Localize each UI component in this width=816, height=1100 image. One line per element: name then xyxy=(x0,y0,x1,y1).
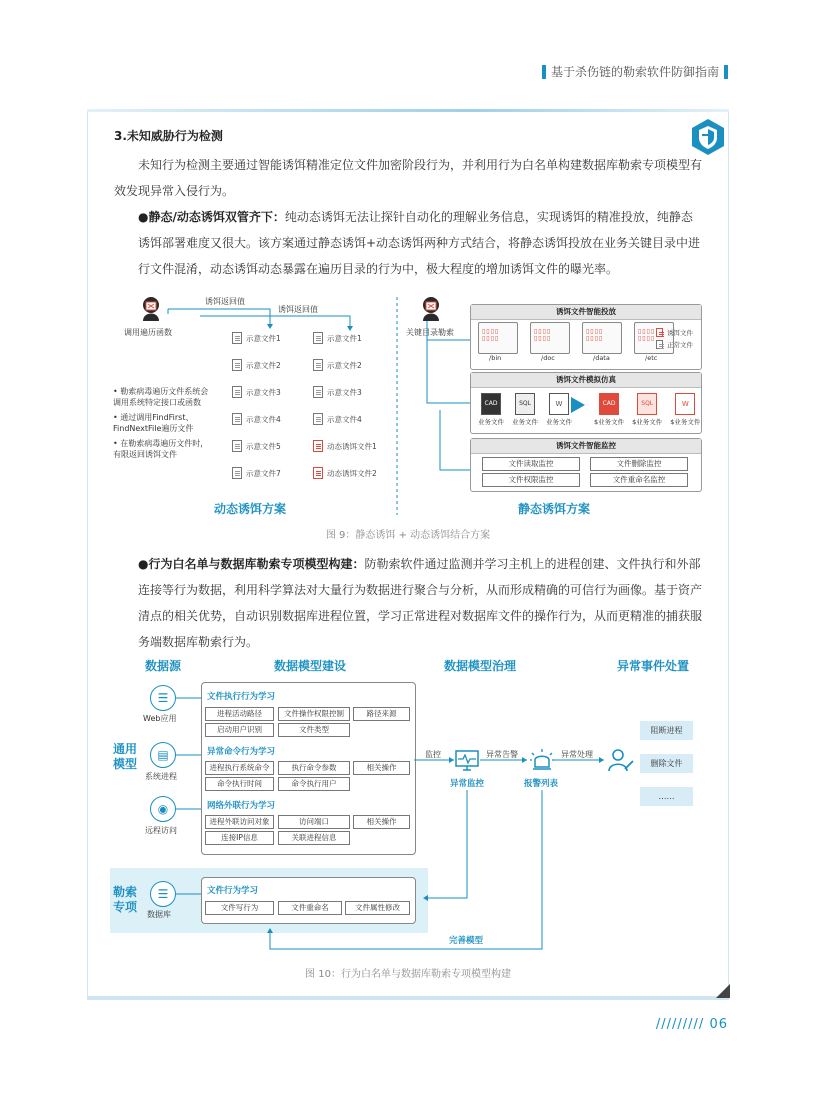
system-process-icon: ▤ xyxy=(150,742,176,768)
decoy-business-file: W $业务文件 xyxy=(670,393,700,426)
refine-model-label: 完善模型 xyxy=(449,936,484,946)
user-handle-icon xyxy=(607,747,635,775)
group-title: 异常命令行为学习 xyxy=(207,747,276,757)
note-item: • 勒索病毒遍历文件系统会调用系统特定接口或函数 xyxy=(113,387,209,407)
general-model-label: 通用模型 xyxy=(113,742,138,771)
page-footer xyxy=(656,1017,728,1032)
decoy-file-item: 动态诱饵文件1 xyxy=(313,440,377,452)
behavior-chip: 命令执行时间 xyxy=(205,777,274,791)
dynamic-actor-label: 调用遍历函数 xyxy=(124,328,172,337)
flow-alarm-label: 异常告警 xyxy=(486,750,518,759)
behavior-chip: 命令执行用户 xyxy=(278,777,350,791)
return-label-1: 诱饵返回值 xyxy=(205,297,245,306)
static-scheme-title: 静态诱饵方案 xyxy=(518,502,591,516)
static-actor-label: 关键目录勒索 xyxy=(406,328,454,337)
ransom-model-label: 勒索专项 xyxy=(113,885,138,914)
return-label-2: 诱饵返回值 xyxy=(278,305,318,314)
monitor-chip: 文件读取监控 xyxy=(482,457,580,471)
business-file: SQL 业务文件 xyxy=(512,393,538,426)
ransom-group-title: 文件行为学习 xyxy=(207,886,259,896)
figure10-caption: 图 10：行为白名单与数据库勒索专项模型构建 xyxy=(305,969,511,980)
bullet2-title: 行为白名单与数据库勒索专项模型构建： xyxy=(148,557,365,571)
folder-icon: ▯▯▯▯ ▯▯▯▯ /data xyxy=(582,322,622,354)
action-block-process: 阻断进程 xyxy=(640,721,693,740)
panel-title: 诱饵文件模拟仿真 xyxy=(471,373,701,388)
bullet2-text: 防勒索软件通过监测并学习主机上的进程创建、文件执行和外部连接等行为数据，利用科学算法对大量行为数据进行聚合与分析，从而形成精确的可信行为画像。基于资产清点的相关优势，自动识别数据库进程位置，学习正常进程对数据库文件的操作行为，从而更精准的捕获服务端数据库勒索行为。 xyxy=(138,557,703,649)
monitor-chip: 文件重命名监控 xyxy=(590,473,688,487)
section-title: 3.未知威胁行为检测 xyxy=(114,129,223,143)
behavior-chip: 进程活动路径 xyxy=(205,707,274,721)
behavior-chip: 相关操作 xyxy=(353,815,410,829)
behavior-chip: 文件操作权限控制 xyxy=(278,707,350,721)
decoy-file-item: 动态诱饵文件2 xyxy=(313,467,377,479)
folder-icon: ▯▯▯▯ ▯▯▯▯ /etc xyxy=(634,322,674,354)
flow-monitor-label: 监控 xyxy=(425,750,441,759)
action-more: …… xyxy=(640,787,693,806)
web-app-icon: ☰ xyxy=(150,685,176,711)
file-item: 示意文件5 xyxy=(232,440,281,452)
file-item: 示意文件3 xyxy=(313,386,377,398)
panel-title: 诱饵文件智能投放 xyxy=(471,305,701,320)
behavior-chip: 关联进程信息 xyxy=(278,831,350,845)
legend-normal: 正常文件 xyxy=(656,340,693,349)
database-icon: ☰ xyxy=(150,881,176,907)
folder-icon: ▯▯▯▯ ▯▯▯▯ /bin xyxy=(478,322,518,354)
legend-decoy: 诱饵文件 xyxy=(656,328,693,337)
figure9-caption: 图 9：静态诱饵 + 动态诱饵结合方案 xyxy=(325,530,491,541)
folder-icon: ▯▯▯▯ ▯▯▯▯ /doc xyxy=(530,322,570,354)
col-header-datasource: 数据源 xyxy=(145,659,182,673)
business-file: CAD 业务文件 xyxy=(478,393,504,426)
decoy-business-file: SQL $业务文件 xyxy=(632,393,662,426)
bullet1-text: 纯动态诱饵无法让探针自动化的理解业务信息，实现诱饵的精准投放，纯静态诱饵部署难度又很大。该方案通过静态诱饵+动态诱饵两种方式结合，将静态诱饵投放在业务关键目录中进行文件混淆，动态诱饵动态暴露在遍历目录的行为中，极大程度的增加诱饵文件的曝光率。 xyxy=(138,210,701,276)
behavior-chip: 访问端口 xyxy=(278,815,350,829)
monitor-chip: 文件权限监控 xyxy=(482,473,580,487)
bullet-whitelist-model: ●行为白名单与数据库勒索专项模型构建：防勒索软件通过监测并学习主机上的进程创建、文件执行和外部连接等行为数据，利用科学算法对大量行为数据进行聚合与分析，从而形成精确的可信行为画像。基于资产清点的相关优势，自动识别数据库进程位置，学习正常进程对数据库文件的操作行为，从而更精准的捕获服务端数据库勒索行为。 xyxy=(138,557,703,649)
behavior-chip: 相关操作 xyxy=(353,761,410,775)
file-item: 示意文件4 xyxy=(232,413,281,425)
source-label-remote: 远程访问 xyxy=(145,826,177,835)
page-number: 06 xyxy=(709,1017,728,1032)
remote-access-icon: ◉ xyxy=(150,796,176,822)
file-item: 示意文件4 xyxy=(313,413,377,425)
action-delete-file: 删除文件 xyxy=(640,754,693,773)
behavior-chip: 进程执行系统命令 xyxy=(205,761,274,775)
source-label-web: Web应用 xyxy=(143,714,177,723)
flow-handle-label: 异常处理 xyxy=(561,750,593,759)
group-title: 文件执行行为学习 xyxy=(207,692,276,702)
business-file: W 业务文件 xyxy=(546,393,572,426)
behavior-chip: 路径来源 xyxy=(353,707,410,721)
bullet-static-dynamic: ●静态/动态诱饵双管齐下：纯动态诱饵无法让探针自动化的理解业务信息，实现诱饵的精准投放，纯静态诱饵部署难度又很大。该方案通过静态诱饵+动态诱饵两种方式结合，将静态诱饵投放在业务关键目录中进行文件混淆，动态诱饵动态暴露在遍历目录的行为中，极大程度的增加诱饵文件的曝光率。 xyxy=(138,210,701,276)
note-item: • 通过调用FindFirst、FindNextFile遍历文件 xyxy=(113,413,194,433)
intro-paragraph: 未知行为检测主要通过智能诱饵精准定位文件加密阶段行为，并利用行为白名单构建数据库勒索专项模型有效发现异常入侵行为。 xyxy=(114,158,703,198)
behavior-chip: 文件写行为 xyxy=(205,901,274,915)
behavior-chip: 执行命令参数 xyxy=(278,761,350,775)
col-header-model-governance: 数据模型治理 xyxy=(444,659,517,673)
anomaly-monitor-label: 异常监控 xyxy=(450,779,485,789)
alarm-list-label: 报警列表 xyxy=(524,779,559,789)
file-item: 示意文件2 xyxy=(232,359,281,371)
file-item: 示意文件3 xyxy=(232,386,281,398)
bullet1-title: 静态/动态诱饵双管齐下： xyxy=(148,210,285,224)
col-header-incident-response: 异常事件处置 xyxy=(617,659,690,673)
note-item: • 在勒索病毒遍历文件时，有限返回诱饵文件 xyxy=(113,439,209,459)
monitor-screen-icon xyxy=(454,749,480,773)
behavior-chip: 连接IP信息 xyxy=(205,831,274,845)
source-label-process: 系统进程 xyxy=(145,772,177,781)
footer-slashes: ///////// xyxy=(655,1017,705,1032)
file-item: 示意文件1 xyxy=(232,332,281,344)
decoy-business-file: CAD $业务文件 xyxy=(594,393,624,426)
panel-title: 诱饵文件智能监控 xyxy=(471,439,701,454)
behavior-chip: 启动用户识别 xyxy=(205,723,274,737)
behavior-chip: 文件重命名 xyxy=(278,901,342,915)
behavior-chip: 进程外联访问对象 xyxy=(205,815,274,829)
dynamic-scheme-title: 动态诱饵方案 xyxy=(214,502,287,516)
header-title: 基于杀伤链的勒索软件防御指南 xyxy=(550,65,719,79)
behavior-chip: 文件属性修改 xyxy=(345,901,410,915)
monitor-chip: 文件删除监控 xyxy=(590,457,688,471)
source-label-database: 数据库 xyxy=(147,910,171,919)
file-item: 示意文件1 xyxy=(313,332,377,344)
behavior-chip: 文件类型 xyxy=(278,723,350,737)
alarm-bell-icon xyxy=(529,747,555,775)
group-title: 网络外联行为学习 xyxy=(207,801,276,811)
col-header-model-build: 数据模型建设 xyxy=(274,659,347,673)
file-item: 示意文件2 xyxy=(313,359,377,371)
file-item: 示意文件7 xyxy=(232,467,281,479)
